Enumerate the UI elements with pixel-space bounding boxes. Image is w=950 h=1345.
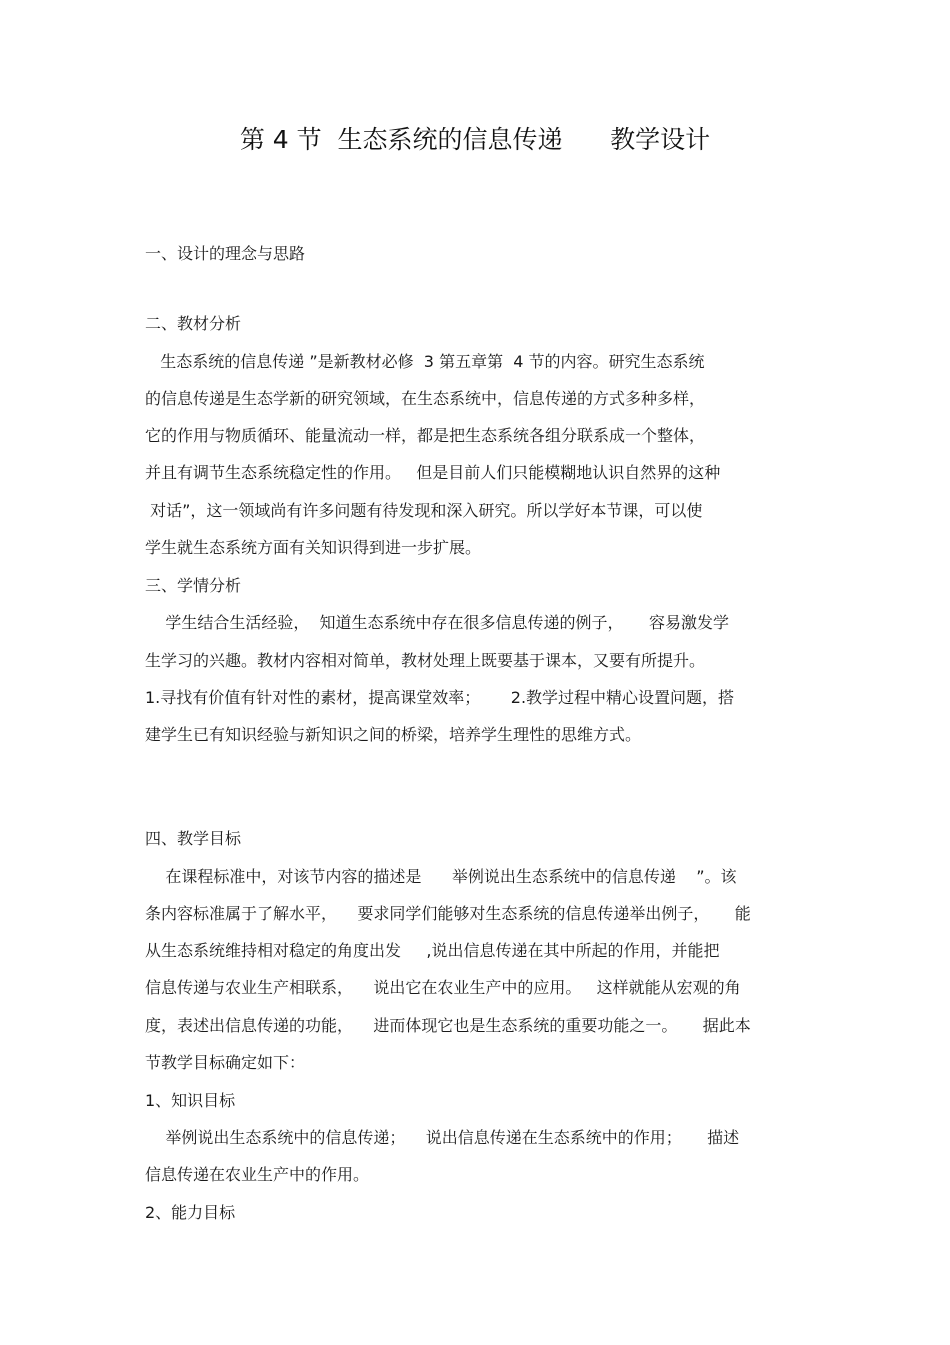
paragraph-line: 的信息传递是生态学新的研究领域，在生态系统中，信息传递的方式多种多样， — [145, 389, 706, 408]
paragraph-line: 生学习的兴趣。教材内容相对简单，教材处理上既要基于课本，又要有所提升。 — [145, 651, 706, 670]
paragraph-line: 并且有调节生态系统稳定性的作用。 但是目前人们只能模糊地认识自然界的这种 — [145, 463, 721, 482]
document-title: 第 4 节 生态系统的信息传递 教学设计 — [239, 125, 711, 154]
paragraph-line: 信息传递在农业生产中的作用。 — [145, 1165, 370, 1184]
paragraph-line: 学生就生态系统方面有关知识得到进一步扩展。 — [145, 538, 482, 557]
paragraph-line: 条内容标准属于了解水平， 要求同学们能够对生态系统的信息传递举出例子， 能 — [145, 904, 751, 923]
paragraph-line: 信息传递与农业生产相联系， 说出它在农业生产中的应用。 这样就能从宏观的角 — [145, 978, 741, 997]
paragraph-line: 生态系统的信息传递 ”是新教材必修 3 第五章第 4 节的内容。研究生态系统 — [145, 352, 705, 371]
subheading-knowledge-goal: 1、知识目标 — [145, 1091, 236, 1110]
section-heading-design-concept: 一、设计的理念与思路 — [145, 244, 306, 263]
paragraph-line: 举例说出生态系统中的信息传递； 说出信息传递在生态系统中的作用； 描述 — [145, 1128, 740, 1147]
section-heading-student-analysis: 三、学情分析 — [145, 576, 242, 595]
paragraph-line: 它的作用与物质循环、能量流动一样，都是把生态系统各组分联系成一个整体， — [145, 426, 706, 445]
paragraph-line: 在课程标准中，对该节内容的描述是 举例说出生态系统中的信息传递 ”。该 — [145, 867, 737, 886]
section-heading-teaching-goals: 四、教学目标 — [145, 829, 242, 848]
subheading-ability-goal: 2、能力目标 — [145, 1203, 236, 1222]
paragraph-line: 1.寻找有价值有针对性的素材，提高课堂效率； 2.教学过程中精心设置问题，搭 — [145, 688, 735, 707]
paragraph-line: 节教学目标确定如下： — [145, 1053, 306, 1072]
paragraph-line: 建学生已有知识经验与新知识之间的桥梁，培养学生理性的思维方式。 — [145, 725, 642, 744]
paragraph-line: 从生态系统维持相对稳定的角度出发 ,说出信息传递在其中所起的作用，并能把 — [145, 941, 720, 960]
section-heading-textbook-analysis: 二、教材分析 — [145, 314, 242, 333]
paragraph-line: 度，表述出信息传递的功能， 进而体现它也是生态系统的重要功能之一。 据此本 — [145, 1016, 751, 1035]
paragraph-line: 学生结合生活经验， 知道生态系统中存在很多信息传递的例子， 容易激发学 — [145, 613, 729, 632]
paragraph-line: 对话”，这一领域尚有许多问题有待发现和深入研究。所以学好本节课，可以使 — [145, 501, 703, 520]
